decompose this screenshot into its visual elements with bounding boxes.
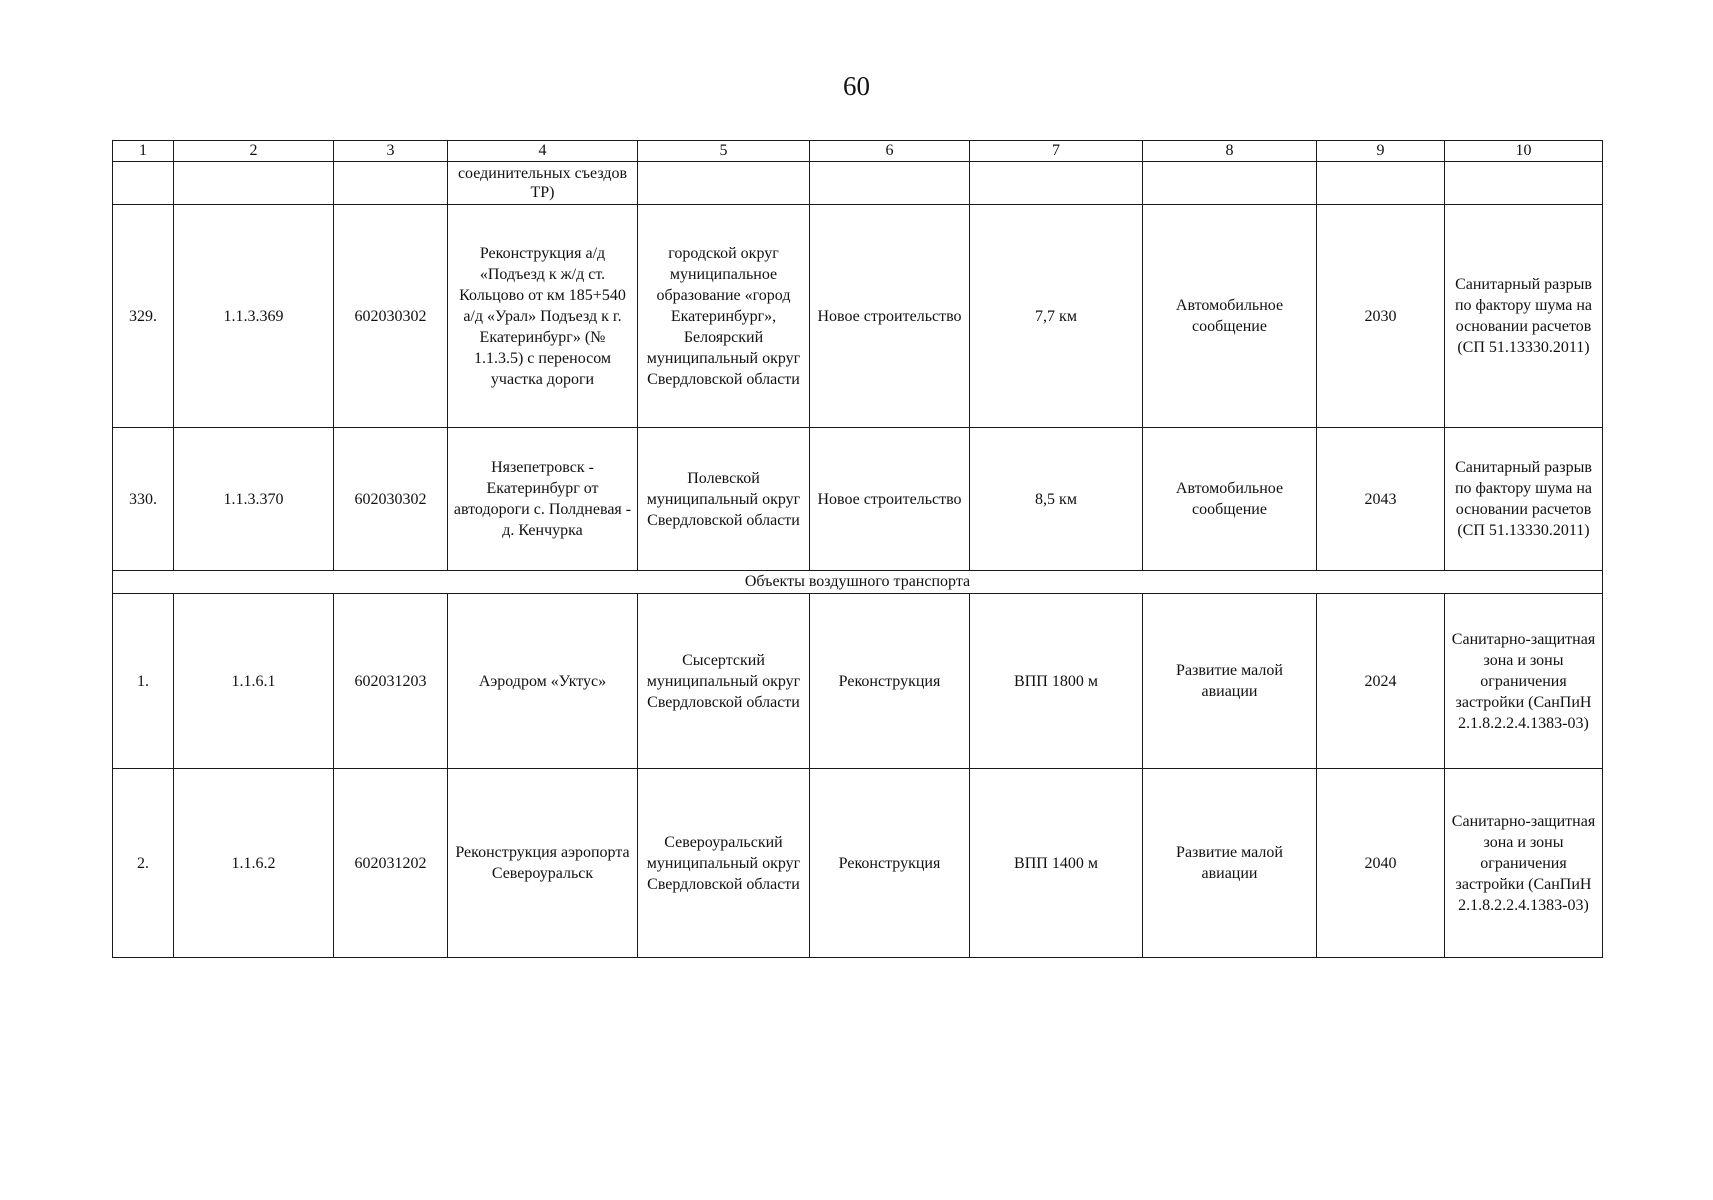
column-number: 1 bbox=[113, 141, 174, 162]
work-type: Реконструкция bbox=[810, 594, 970, 769]
object-location: Полевской муниципальный округ Свердловской области bbox=[638, 428, 810, 571]
classifier-code: 602031203 bbox=[334, 594, 448, 769]
column-number: 6 bbox=[810, 141, 970, 162]
section-title: Объекты воздушного транспорта bbox=[113, 571, 1603, 594]
table-cell-empty bbox=[174, 162, 334, 205]
table-cell-empty bbox=[810, 162, 970, 205]
object-parameter: ВПП 1800 м bbox=[970, 594, 1143, 769]
table-row bbox=[113, 769, 1603, 958]
object-purpose: Автомобильное сообщение bbox=[1143, 428, 1317, 571]
object-location: Сысертский муниципальный округ Свердловской области bbox=[638, 594, 810, 769]
column-number: 5 bbox=[638, 141, 810, 162]
completion-year: 2040 bbox=[1317, 769, 1445, 958]
restriction-zone: Санитарный разрыв по фактору шума на основании расчетов (СП 51.13330.2011) bbox=[1445, 428, 1603, 571]
object-purpose: Развитие малой авиации bbox=[1143, 594, 1317, 769]
table-row bbox=[113, 594, 1603, 769]
column-number: 7 bbox=[970, 141, 1143, 162]
column-number: 9 bbox=[1317, 141, 1445, 162]
column-number: 3 bbox=[334, 141, 448, 162]
table-cell-empty bbox=[1317, 162, 1445, 205]
table-cell-empty bbox=[334, 162, 448, 205]
table-cell-empty bbox=[1445, 162, 1603, 205]
table-cell-empty bbox=[638, 162, 810, 205]
completion-year: 2043 bbox=[1317, 428, 1445, 571]
column-number-row bbox=[113, 141, 1603, 162]
work-type: Новое строительство bbox=[810, 205, 970, 428]
object-purpose: Автомобильное сообщение bbox=[1143, 205, 1317, 428]
continuation-name-cell: соединительных съездов ТР) bbox=[448, 162, 638, 205]
page-number: 60 bbox=[843, 71, 870, 101]
object-code: 1.1.6.1 bbox=[174, 594, 334, 769]
object-location: Североуральский муниципальный округ Свердловской области bbox=[638, 769, 810, 958]
table-cell-empty bbox=[113, 162, 174, 205]
object-name: Нязепетровск - Екатеринбург от автодороги с. Полдневая - д. Кенчурка bbox=[448, 428, 638, 571]
column-number: 8 bbox=[1143, 141, 1317, 162]
continuation-row bbox=[113, 162, 1603, 205]
object-name: Аэродром «Уктус» bbox=[448, 594, 638, 769]
table-row bbox=[113, 205, 1603, 428]
object-code: 1.1.6.2 bbox=[174, 769, 334, 958]
section-row bbox=[113, 571, 1603, 594]
table-row bbox=[113, 428, 1603, 571]
classifier-code: 602031202 bbox=[334, 769, 448, 958]
column-number: 4 bbox=[448, 141, 638, 162]
object-parameter: ВПП 1400 м bbox=[970, 769, 1143, 958]
table-cell-empty bbox=[1143, 162, 1317, 205]
object-name: Реконструкция а/д «Подъезд к ж/д ст. Кольцово от км 185+540 а/д «Урал» Подъезд к г. Екатеринбург» (№ 1.1.3.5) с переносом участка дороги bbox=[448, 205, 638, 428]
object-location: городской округ муниципальное образование «город Екатеринбург», Белоярский муниципальный округ Свердловской области bbox=[638, 205, 810, 428]
column-number: 10 bbox=[1445, 141, 1603, 162]
objects-table bbox=[112, 140, 1603, 958]
classifier-code: 602030302 bbox=[334, 428, 448, 571]
table-cell-empty bbox=[970, 162, 1143, 205]
restriction-zone: Санитарно-защитная зона и зоны ограничения застройки (СанПиН 2.1.8.2.2.4.1383-03) bbox=[1445, 594, 1603, 769]
restriction-zone: Санитарно-защитная зона и зоны ограничения застройки (СанПиН 2.1.8.2.2.4.1383-03) bbox=[1445, 769, 1603, 958]
column-number: 2 bbox=[174, 141, 334, 162]
row-number: 1. bbox=[113, 594, 174, 769]
object-parameter: 8,5 км bbox=[970, 428, 1143, 571]
row-number: 330. bbox=[113, 428, 174, 571]
completion-year: 2030 bbox=[1317, 205, 1445, 428]
classifier-code: 602030302 bbox=[334, 205, 448, 428]
object-purpose: Развитие малой авиации bbox=[1143, 769, 1317, 958]
object-code: 1.1.3.370 bbox=[174, 428, 334, 571]
work-type: Реконструкция bbox=[810, 769, 970, 958]
object-code: 1.1.3.369 bbox=[174, 205, 334, 428]
row-number: 2. bbox=[113, 769, 174, 958]
row-number: 329. bbox=[113, 205, 174, 428]
object-name: Реконструкция аэропорта Североуральск bbox=[448, 769, 638, 958]
restriction-zone: Санитарный разрыв по фактору шума на основании расчетов (СП 51.13330.2011) bbox=[1445, 205, 1603, 428]
completion-year: 2024 bbox=[1317, 594, 1445, 769]
work-type: Новое строительство bbox=[810, 428, 970, 571]
object-parameter: 7,7 км bbox=[970, 205, 1143, 428]
